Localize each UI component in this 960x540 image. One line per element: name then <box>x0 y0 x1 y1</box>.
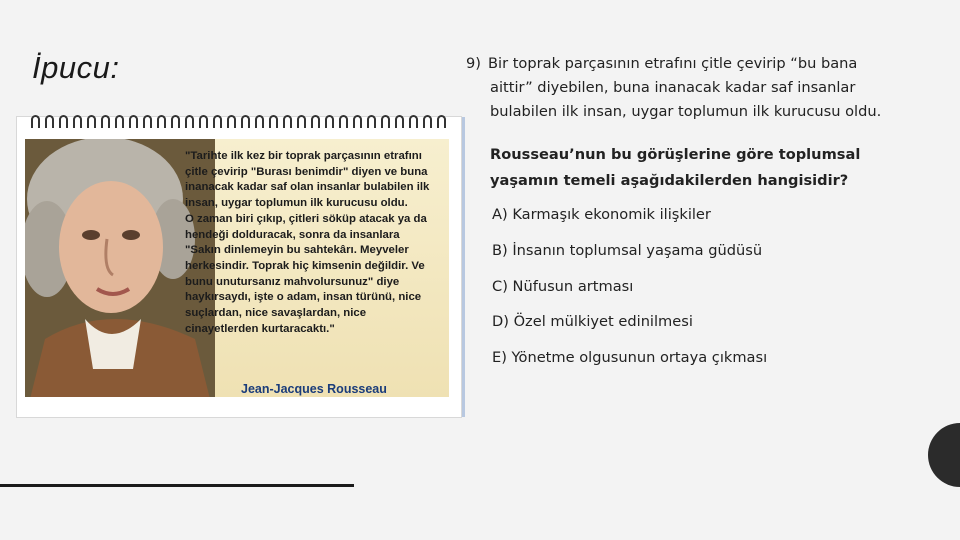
rousseau-quote <box>185 149 449 337</box>
question-line-2: aittir” diyebilen, buna inanacak kadar saf insanlar <box>490 79 856 96</box>
spiral-ring <box>311 115 320 128</box>
spiral-ring <box>255 115 264 128</box>
spiral-ring <box>353 115 362 128</box>
spiral-ring <box>409 115 418 128</box>
spiral-ring <box>143 115 152 128</box>
spiral-ring <box>283 115 292 128</box>
spiral-ring <box>171 115 180 128</box>
decorative-circle <box>928 423 960 487</box>
option-c[interactable]: C) Nüfusun artması <box>492 278 634 295</box>
spiral-ring <box>395 115 404 128</box>
quote-line: inanacak kadar saf olan insanlar bulabilen ilk <box>185 181 430 194</box>
spiral-ring <box>157 115 166 128</box>
spiral-ring <box>269 115 278 128</box>
question-line-3: bulabilen ilk insan, uygar toplumun ilk kurucusu oldu. <box>490 103 882 120</box>
quote-line: bunu unutursanız mahvolursunuz" diye <box>185 275 400 288</box>
quote-line: cinayetlerden kurtaracaktı." <box>185 322 335 335</box>
option-d[interactable]: D) Özel mülkiyet edinilmesi <box>492 313 693 330</box>
spiral-ring <box>129 115 138 128</box>
spiral-ring <box>381 115 390 128</box>
quote-card <box>16 116 462 418</box>
option-b[interactable]: B) İnsanın toplumsal yaşama güdüsü <box>492 242 763 259</box>
spiral-ring <box>115 115 124 128</box>
spiral-ring <box>339 115 348 128</box>
quote-line: O zaman biri çıkıp, çitleri söküp atacak ya da <box>185 212 427 225</box>
spiral-ring <box>325 115 334 128</box>
spiral-ring <box>73 115 82 128</box>
question-number: 9) <box>466 55 481 72</box>
spiral-ring <box>241 115 250 128</box>
quote-line: hendeği dolduracak, sonra da insanlara <box>185 228 400 241</box>
spiral-ring <box>87 115 96 128</box>
spiral-ring <box>101 115 110 128</box>
quote-author: Jean-Jacques Rousseau <box>241 382 387 396</box>
spiral-ring <box>213 115 222 128</box>
spiral-ring <box>227 115 236 128</box>
quote-line: suçlardan, nice savaşlardan, nice <box>185 307 367 320</box>
spiral-ring <box>423 115 432 128</box>
quote-line: "Sakın dinlemeyin bu sahtekârı. Meyveler <box>185 244 409 257</box>
card-edge <box>462 117 465 417</box>
quote-panel <box>25 139 449 397</box>
stem-line-1: Rousseau’nun bu görüşlerine göre toplumsal <box>490 146 861 163</box>
hint-title: İpucu: <box>32 50 120 85</box>
quote-line: "Tarihte ilk kez bir toprak parçasının etrafını <box>185 150 422 162</box>
bottom-rule <box>0 484 354 487</box>
notebook-spiral <box>31 115 455 129</box>
spiral-ring <box>367 115 376 128</box>
quote-line: herkesindir. Toprak hiç kimsenin değildir. Ve <box>185 259 425 272</box>
spiral-ring <box>185 115 194 128</box>
option-e[interactable]: E) Yönetme olgusunun ortaya çıkması <box>492 349 768 366</box>
spiral-ring <box>437 115 446 128</box>
spiral-ring <box>297 115 306 128</box>
option-a[interactable]: A) Karmaşık ekonomik ilişkiler <box>492 206 711 223</box>
spiral-ring <box>31 115 40 128</box>
quote-line: haykırsaydı, işte o adam, insan türünü, nice <box>185 291 422 304</box>
question-text <box>466 52 946 124</box>
stem-line-2: yaşamın temeli aşağıdakilerden hangisidir? <box>490 172 849 189</box>
spiral-ring <box>45 115 54 128</box>
question-line-1: Bir toprak parçasının etrafını çitle çevirip “bu bana <box>488 55 858 72</box>
quote-line: çitle çevirip "Burası benimdir" diyen ve buna <box>185 165 428 178</box>
question-stem <box>490 142 860 194</box>
spiral-ring <box>59 115 68 128</box>
spiral-ring <box>199 115 208 128</box>
quote-line: insan, uygar toplumun ilk kurucusu oldu. <box>185 197 408 210</box>
